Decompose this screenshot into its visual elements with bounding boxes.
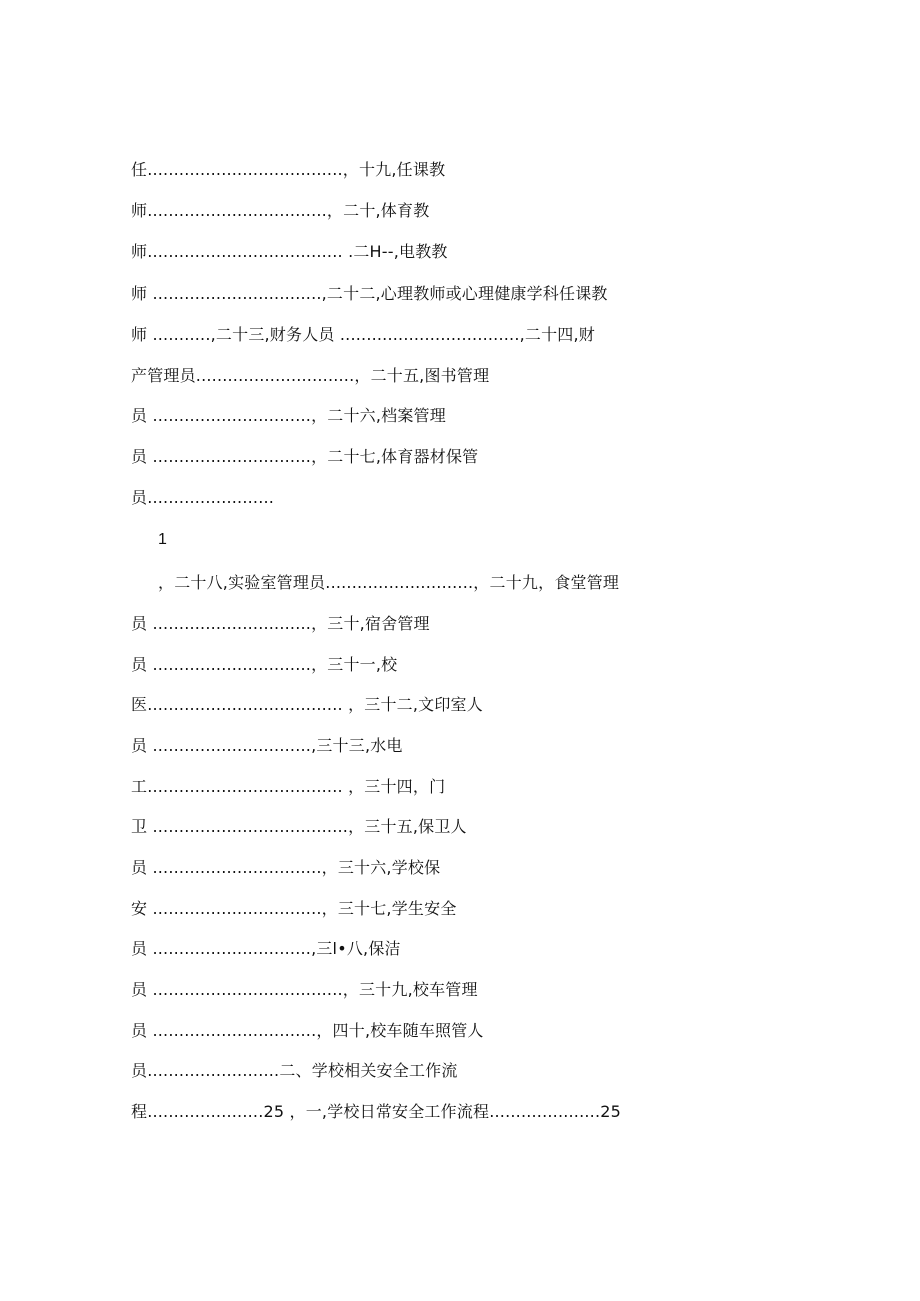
toc-line: 任.....................................，十九,任课教 <box>131 160 446 179</box>
toc-line: 员........................ <box>131 488 275 507</box>
toc-line: 员 ..............................，二十七,体育器材保管 <box>131 447 479 466</box>
toc-line: 员 ................................，三十六,学校保 <box>131 858 441 877</box>
toc-line: 员 ..............................,三l•八,保洁 <box>131 939 401 958</box>
toc-line: 员.........................二、学校相关安全工作流 <box>131 1061 458 1080</box>
toc-line: 师..................................... .二H--,电教教 <box>131 242 448 261</box>
toc-line: 员 ..............................，三十,宿舍管理 <box>131 614 430 633</box>
toc-line: 程......................25 ，一,学校日常安全工作流程.....................25 <box>131 1102 621 1121</box>
toc-line: 员 ..............................，三十一,校 <box>131 655 398 674</box>
toc-line: 员 ....................................，三十九,校车管理 <box>131 980 478 999</box>
toc-line: 员 ..............................，二十六,档案管理 <box>131 406 446 425</box>
toc-line: 员 ..............................,三十三,水电 <box>131 736 403 755</box>
toc-line: 师..................................，二十,体育教 <box>131 201 430 220</box>
toc-line: 医..................................... ，三十二,文印室人 <box>131 695 483 714</box>
toc-line: 员 ...............................，四十,校车随车照管人 <box>131 1021 484 1040</box>
toc-line: 安 ................................，三十七,学生安全 <box>131 899 457 918</box>
toc-line: 产管理员..............................，二十五,图书管理 <box>131 366 490 385</box>
toc-line: ，二十八,实验室管理员............................，二十九，食堂管理 <box>158 573 620 592</box>
page-number: 1 <box>158 531 167 548</box>
toc-line: 师 ................................,二十二,心理教师或心理健康学科任课教 <box>131 284 608 303</box>
toc-line: 师 ...........,二十三,财务人员 ..................................,二十四,财 <box>131 325 595 344</box>
toc-line: 工..................................... ，三十四，门 <box>131 777 446 796</box>
toc-line: 卫 .....................................，三十五,保卫人 <box>131 817 467 836</box>
